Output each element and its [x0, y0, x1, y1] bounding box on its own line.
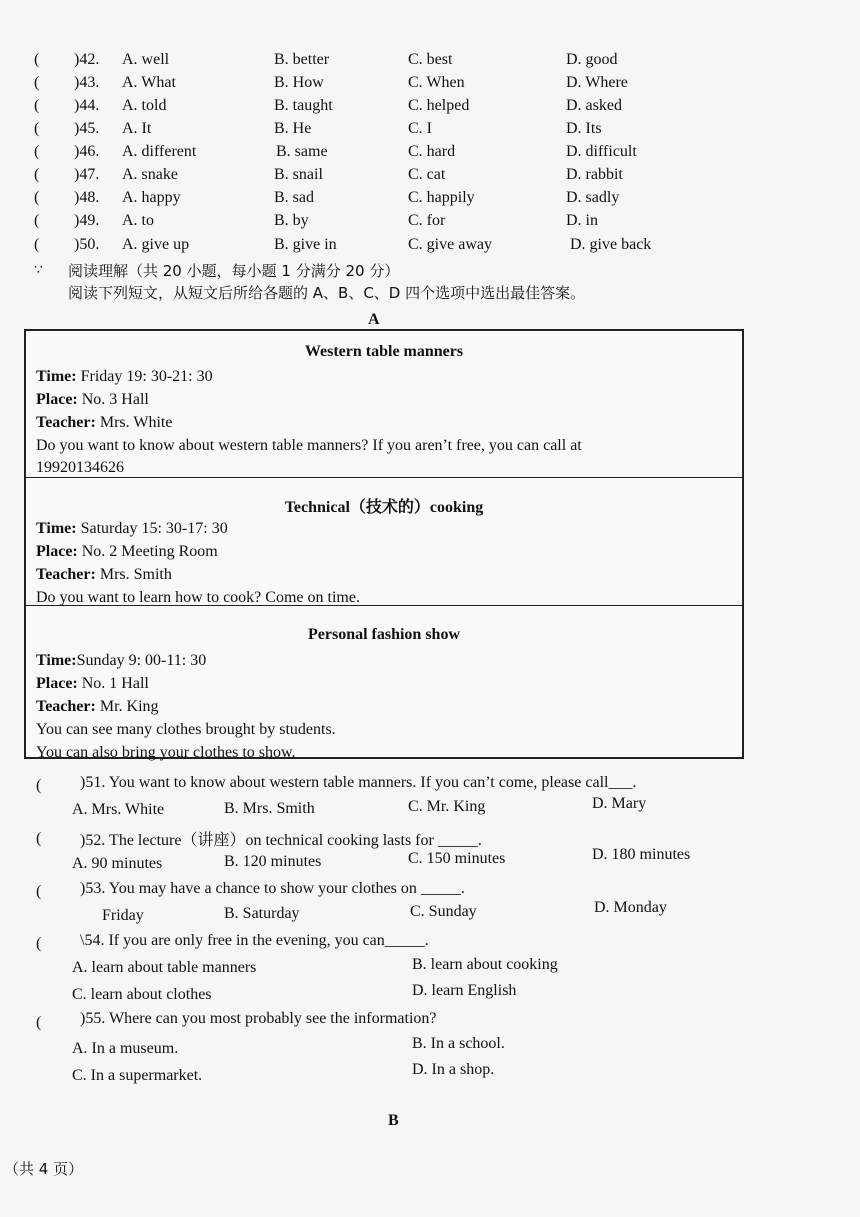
cloze-row-47 [0, 166, 860, 188]
option-a: A. Mrs. White [72, 801, 165, 818]
option-c: C. best [408, 51, 453, 68]
teacher-label: Teacher: [36, 566, 96, 583]
notice-time [36, 520, 228, 538]
option-c: C. Sunday [410, 903, 477, 920]
option-b: B. learn about cooking [412, 956, 558, 973]
notice-teacher [36, 414, 172, 432]
notice-title: Personal fashion show [307, 626, 461, 643]
time-label: Time: [36, 652, 77, 669]
notice-place [36, 543, 218, 561]
page-footer: （共 4 页） [4, 1160, 84, 1178]
question-text: )55. Where can you most probably see the information? [80, 1010, 437, 1027]
place-value: No. 3 Hall [77, 391, 149, 408]
option-b: B. better [274, 51, 330, 68]
option-d: D. Mary [592, 795, 647, 812]
option-c: C. hard [408, 143, 456, 160]
option-d: D. good [566, 51, 618, 68]
option-a: A. happy [122, 189, 181, 206]
question-number: )43. [74, 74, 100, 91]
option-a: A. In a museum. [72, 1040, 179, 1057]
option-a: Friday [102, 907, 144, 924]
answer-paren: ( [36, 883, 42, 900]
option-a: A. to [122, 212, 154, 229]
option-b: B. by [274, 212, 309, 229]
option-b: B. same [276, 143, 328, 160]
question-number: )45. [74, 120, 100, 137]
option-b: B. In a school. [412, 1035, 505, 1052]
notice-title: Technical（技术的）cooking [284, 499, 484, 516]
option-c: C. helped [408, 97, 470, 114]
option-c: C. for [408, 212, 446, 229]
notice-teacher [36, 698, 159, 716]
option-c: C. happily [408, 189, 475, 206]
notice-phone: 19920134626 [36, 459, 124, 476]
answer-paren: ( [34, 212, 40, 229]
place-value: No. 1 Hall [77, 675, 149, 692]
option-a: A. well [122, 51, 170, 68]
option-d: D. In a shop. [412, 1061, 495, 1078]
answer-paren: ( [36, 1014, 42, 1031]
notice-time [36, 368, 213, 386]
option-a: A. snake [122, 166, 178, 183]
question-number: )46. [74, 143, 100, 160]
cloze-row-43 [0, 74, 860, 96]
place-label: Place: [36, 543, 78, 560]
passage-label: A [368, 311, 380, 328]
option-b: B. sad [274, 189, 314, 206]
notice-western-table-manners [26, 331, 742, 477]
teacher-label: Teacher: [36, 414, 96, 431]
option-a: A. different [122, 143, 197, 160]
answer-paren: ( [34, 120, 40, 137]
option-b: B. snail [274, 166, 323, 183]
option-d: D. asked [566, 97, 622, 114]
time-label: Time: [36, 368, 77, 385]
option-d: D. sadly [566, 189, 620, 206]
question-number: )47. [74, 166, 100, 183]
notice-place [36, 391, 149, 409]
option-d: D. difficult [566, 143, 637, 160]
notice-title: Western table manners [304, 343, 464, 360]
option-b: B. taught [274, 97, 333, 114]
answer-paren: ( [34, 51, 40, 68]
time-value: Friday 19: 30-21: 30 [76, 368, 213, 385]
question-text: )52. The lecture（讲座）on technical cooking lasts for _____. [80, 832, 482, 849]
option-d: D. learn English [412, 982, 517, 999]
time-value: Saturday 15: 30-17: 30 [76, 520, 228, 537]
option-c: C. I [408, 120, 432, 137]
option-c: C. give away [408, 236, 492, 253]
time-label: Time: [36, 520, 77, 537]
question-number: )50. [74, 236, 100, 253]
option-d: D. 180 minutes [592, 846, 691, 863]
notice-technical-cooking [26, 477, 742, 606]
option-a: A. told [122, 97, 167, 114]
option-d: D. rabbit [566, 166, 623, 183]
notice-description-2: You can also bring your clothes to show. [36, 744, 296, 761]
question-text: )53. You may have a chance to show your clothes on _____. [80, 880, 465, 897]
answer-paren: ( [36, 777, 42, 794]
question-number: )44. [74, 97, 100, 114]
notice-description: Do you want to learn how to cook? Come on time. [36, 589, 360, 606]
question-text: )51. You want to know about western table manners. If you can’t come, please call___. [80, 774, 637, 791]
teacher-value: Mrs. White [95, 414, 173, 431]
notice-teacher [36, 566, 172, 584]
cloze-row-45 [0, 120, 860, 142]
question-number: )48. [74, 189, 100, 206]
place-label: Place: [36, 675, 78, 692]
time-value: Sunday 9: 00-11: 30 [76, 652, 207, 669]
option-a: A. It [122, 120, 152, 137]
answer-paren: ( [34, 236, 40, 253]
option-a: A. learn about table manners [72, 959, 257, 976]
option-d: D. in [566, 212, 598, 229]
option-b: B. give in [274, 236, 337, 253]
teacher-value: Mrs. Smith [95, 566, 172, 583]
cloze-row-42 [0, 51, 860, 73]
answer-paren: ( [36, 830, 42, 847]
option-b: B. How [274, 74, 324, 91]
notice-box [24, 329, 744, 759]
teacher-label: Teacher: [36, 698, 96, 715]
question-text: \54. If you are only free in the evening, you can_____. [80, 932, 429, 949]
option-c: C. 150 minutes [408, 850, 506, 867]
passage-b-label: B [388, 1112, 399, 1129]
teacher-value: Mr. King [95, 698, 159, 715]
answer-paren: ( [34, 166, 40, 183]
option-a: A. 90 minutes [72, 855, 163, 872]
answer-paren: ( [34, 143, 40, 160]
answer-paren: ( [36, 935, 42, 952]
option-b: B. Saturday [224, 905, 300, 922]
option-c: C. learn about clothes [72, 986, 212, 1003]
option-a: A. What [122, 74, 176, 91]
section-instruction: 阅读下列短文，从短文后所给各题的 A、B、C、D 四个选项中选出最佳答案。 [68, 284, 586, 302]
place-value: No. 2 Meeting Room [77, 543, 218, 560]
place-label: Place: [36, 391, 78, 408]
cloze-row-48 [0, 189, 860, 211]
option-c: C. In a supermarket. [72, 1067, 203, 1084]
option-d: D. give back [570, 236, 652, 253]
option-b: B. He [274, 120, 312, 137]
option-c: C. cat [408, 166, 446, 183]
notice-description: Do you want to know about western table manners? If you aren’t free, you can call at [36, 437, 582, 454]
question-number: )42. [74, 51, 100, 68]
option-d: D. Where [566, 74, 628, 91]
cloze-row-49 [0, 212, 860, 234]
notice-personal-fashion-show [26, 605, 742, 761]
answer-paren: ( [34, 74, 40, 91]
option-a: A. give up [122, 236, 190, 253]
cloze-row-50 [0, 236, 860, 258]
question-number: )49. [74, 212, 100, 229]
option-b: B. Mrs. Smith [224, 800, 315, 817]
cloze-row-44 [0, 97, 860, 119]
option-d: D. Monday [594, 899, 667, 916]
option-b: B. 120 minutes [224, 853, 322, 870]
section-heading: 阅读理解（共 20 小题，每小题 1 分满分 20 分） [68, 262, 400, 280]
option-d: D. Its [566, 120, 602, 137]
notice-description: You can see many clothes brought by students. [36, 721, 336, 738]
cloze-row-46 [0, 143, 860, 165]
notice-place [36, 675, 149, 693]
answer-paren: ( [34, 189, 40, 206]
notice-time [36, 652, 206, 670]
option-c: C. When [408, 74, 465, 91]
answer-paren: ( [34, 97, 40, 114]
section-marker: ∵ [34, 263, 43, 278]
option-c: C. Mr. King [408, 798, 486, 815]
